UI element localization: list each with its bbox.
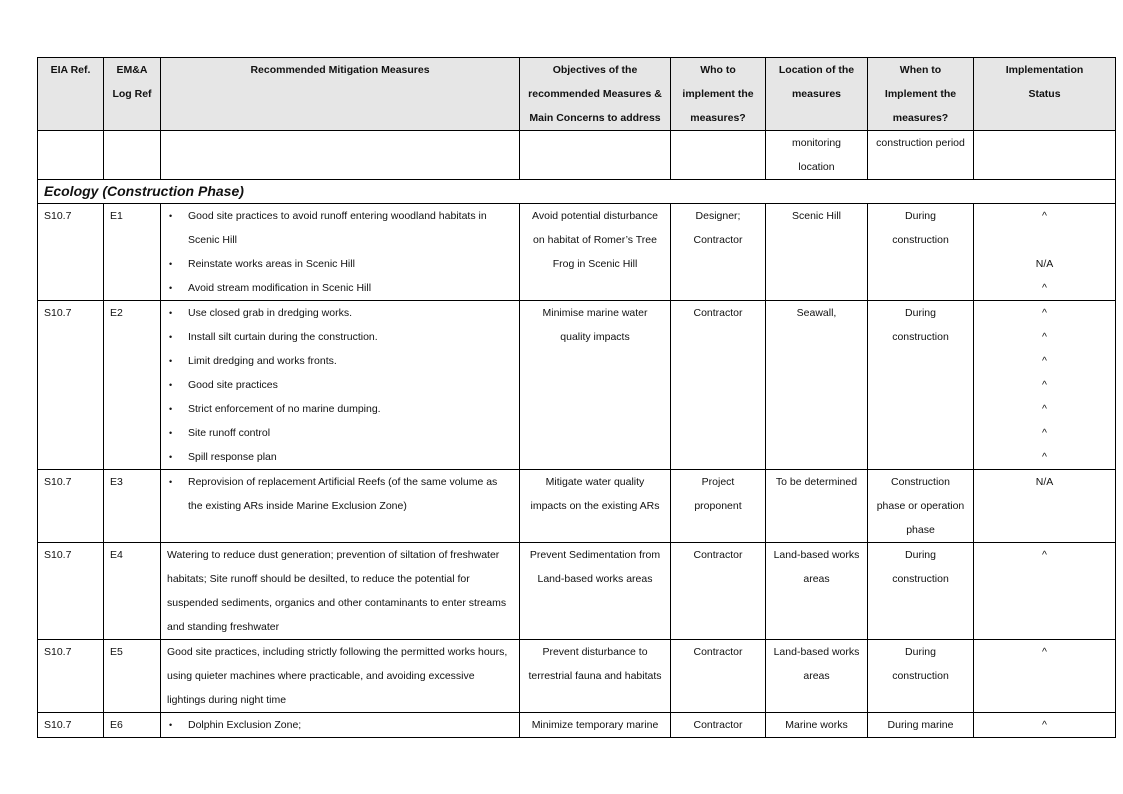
measures-cell bbox=[161, 470, 520, 543]
status-cell: ^ ^ ^ ^ ^ ^ ^ bbox=[974, 301, 1116, 470]
when-cell: During marine bbox=[868, 713, 974, 738]
who-cell: Contractor bbox=[671, 543, 766, 640]
measures-cell: Good site practices, including strictly following the permitted works hours, using quieter machines where practicable, and avoiding excessive lightings during night time bbox=[161, 640, 520, 713]
header-emna-log-ref: EM&A Log Ref bbox=[104, 58, 161, 131]
status-cell: ^ bbox=[974, 713, 1116, 738]
location-cell: Land-based works areas bbox=[766, 640, 868, 713]
when-cell: During construction bbox=[868, 543, 974, 640]
header-status: Implementation Status bbox=[974, 58, 1116, 131]
list-item: • Avoid stream modification in Scenic Hill bbox=[167, 276, 513, 300]
list-item: • Install silt curtain during the construction. bbox=[167, 325, 513, 349]
bullet-icon: • bbox=[169, 308, 173, 318]
table-row bbox=[38, 470, 1116, 543]
header-when: When to Implement the measures? bbox=[868, 58, 974, 131]
list-item: • Site runoff control bbox=[167, 421, 513, 445]
bullet-icon: • bbox=[169, 356, 173, 366]
bullet-icon: • bbox=[169, 720, 173, 730]
eia-ref-cell: S10.7 bbox=[38, 204, 104, 301]
bullet-icon: • bbox=[169, 452, 173, 462]
measures-cell bbox=[161, 204, 520, 301]
bullet-icon: • bbox=[169, 283, 173, 293]
list-item: • Use closed grab in dredging works. bbox=[167, 301, 513, 325]
log-ref-cell: E6 bbox=[104, 713, 161, 738]
log-ref-cell: E1 bbox=[104, 204, 161, 301]
measures-cell bbox=[161, 301, 520, 470]
location-cell: Land-based works areas bbox=[766, 543, 868, 640]
table-row bbox=[38, 301, 1116, 470]
status-cell: ^ N/A ^ bbox=[974, 204, 1116, 301]
bullet-icon: • bbox=[169, 211, 173, 221]
location-cell: Seawall, bbox=[766, 301, 868, 470]
status-cell: ^ bbox=[974, 543, 1116, 640]
header-objectives: Objectives of the recommended Measures & Main Concerns to address bbox=[520, 58, 671, 131]
mitigation-table-page bbox=[37, 57, 1116, 738]
bullet-icon: • bbox=[169, 404, 173, 414]
objectives-cell: Prevent disturbance to terrestrial fauna and habitats bbox=[520, 640, 671, 713]
location-cell: Scenic Hill bbox=[766, 204, 868, 301]
mitigation-measures-table bbox=[37, 57, 1116, 738]
eia-ref-cell: S10.7 bbox=[38, 301, 104, 470]
log-ref-cell: E5 bbox=[104, 640, 161, 713]
bullet-icon: • bbox=[169, 332, 173, 342]
list-item: • Strict enforcement of no marine dumping. bbox=[167, 397, 513, 421]
bullet-icon: • bbox=[169, 259, 173, 269]
who-cell: Project proponent bbox=[671, 470, 766, 543]
table-row bbox=[38, 640, 1116, 713]
bullet-icon: • bbox=[169, 380, 173, 390]
table-row bbox=[38, 713, 1116, 738]
header-row bbox=[38, 58, 1116, 131]
when-cell: During construction bbox=[868, 640, 974, 713]
list-item: • Reinstate works areas in Scenic Hill bbox=[167, 252, 513, 276]
eia-ref-cell: S10.7 bbox=[38, 713, 104, 738]
list-item: • Spill response plan bbox=[167, 445, 513, 469]
bullet-icon: • bbox=[169, 477, 173, 487]
objectives-cell: Minimize temporary marine bbox=[520, 713, 671, 738]
header-who: Who to implement the measures? bbox=[671, 58, 766, 131]
continuation-when: construction period bbox=[868, 131, 974, 180]
location-cell: Marine works bbox=[766, 713, 868, 738]
table-row bbox=[38, 204, 1116, 301]
when-cell: During construction bbox=[868, 204, 974, 301]
measures-cell bbox=[161, 713, 520, 738]
table-row bbox=[38, 543, 1116, 640]
list-item: • Good site practices bbox=[167, 373, 513, 397]
status-cell: N/A bbox=[974, 470, 1116, 543]
objectives-cell: Minimise marine water quality impacts bbox=[520, 301, 671, 470]
objectives-cell: Prevent Sedimentation from Land-based works areas bbox=[520, 543, 671, 640]
section-title: Ecology (Construction Phase) bbox=[38, 180, 1116, 204]
objectives-cell: Avoid potential disturbance on habitat of Romer’s Tree Frog in Scenic Hill bbox=[520, 204, 671, 301]
bullet-icon: • bbox=[169, 428, 173, 438]
log-ref-cell: E2 bbox=[104, 301, 161, 470]
status-cell: ^ bbox=[974, 640, 1116, 713]
header-location: Location of the measures bbox=[766, 58, 868, 131]
list-item: • Good site practices to avoid runoff entering woodland habitats in Scenic Hill bbox=[167, 204, 513, 252]
when-cell: Construction phase or operation phase bbox=[868, 470, 974, 543]
when-cell: During construction bbox=[868, 301, 974, 470]
eia-ref-cell: S10.7 bbox=[38, 543, 104, 640]
who-cell: Contractor bbox=[671, 713, 766, 738]
location-cell: To be determined bbox=[766, 470, 868, 543]
log-ref-cell: E4 bbox=[104, 543, 161, 640]
list-item: • Limit dredging and works fronts. bbox=[167, 349, 513, 373]
continuation-location: monitoring location bbox=[766, 131, 868, 180]
who-cell: Contractor bbox=[671, 301, 766, 470]
log-ref-cell: E3 bbox=[104, 470, 161, 543]
eia-ref-cell: S10.7 bbox=[38, 470, 104, 543]
list-item: • Dolphin Exclusion Zone; bbox=[167, 713, 513, 737]
continuation-row bbox=[38, 131, 1116, 180]
who-cell: Designer; Contractor bbox=[671, 204, 766, 301]
section-row bbox=[38, 180, 1116, 204]
measures-cell: Watering to reduce dust generation; prevention of siltation of freshwater habitats; Site runoff should be desilted, to reduce the potential for suspended sediments, organics and other contaminants to enter streams and standing freshwater bbox=[161, 543, 520, 640]
eia-ref-cell: S10.7 bbox=[38, 640, 104, 713]
header-measures: Recommended Mitigation Measures bbox=[161, 58, 520, 131]
header-eia-ref: EIA Ref. bbox=[38, 58, 104, 131]
list-item: • Reprovision of replacement Artificial Reefs (of the same volume as the existing ARs inside Marine Exclusion Zone) bbox=[167, 470, 513, 518]
objectives-cell: Mitigate water quality impacts on the existing ARs bbox=[520, 470, 671, 543]
who-cell: Contractor bbox=[671, 640, 766, 713]
